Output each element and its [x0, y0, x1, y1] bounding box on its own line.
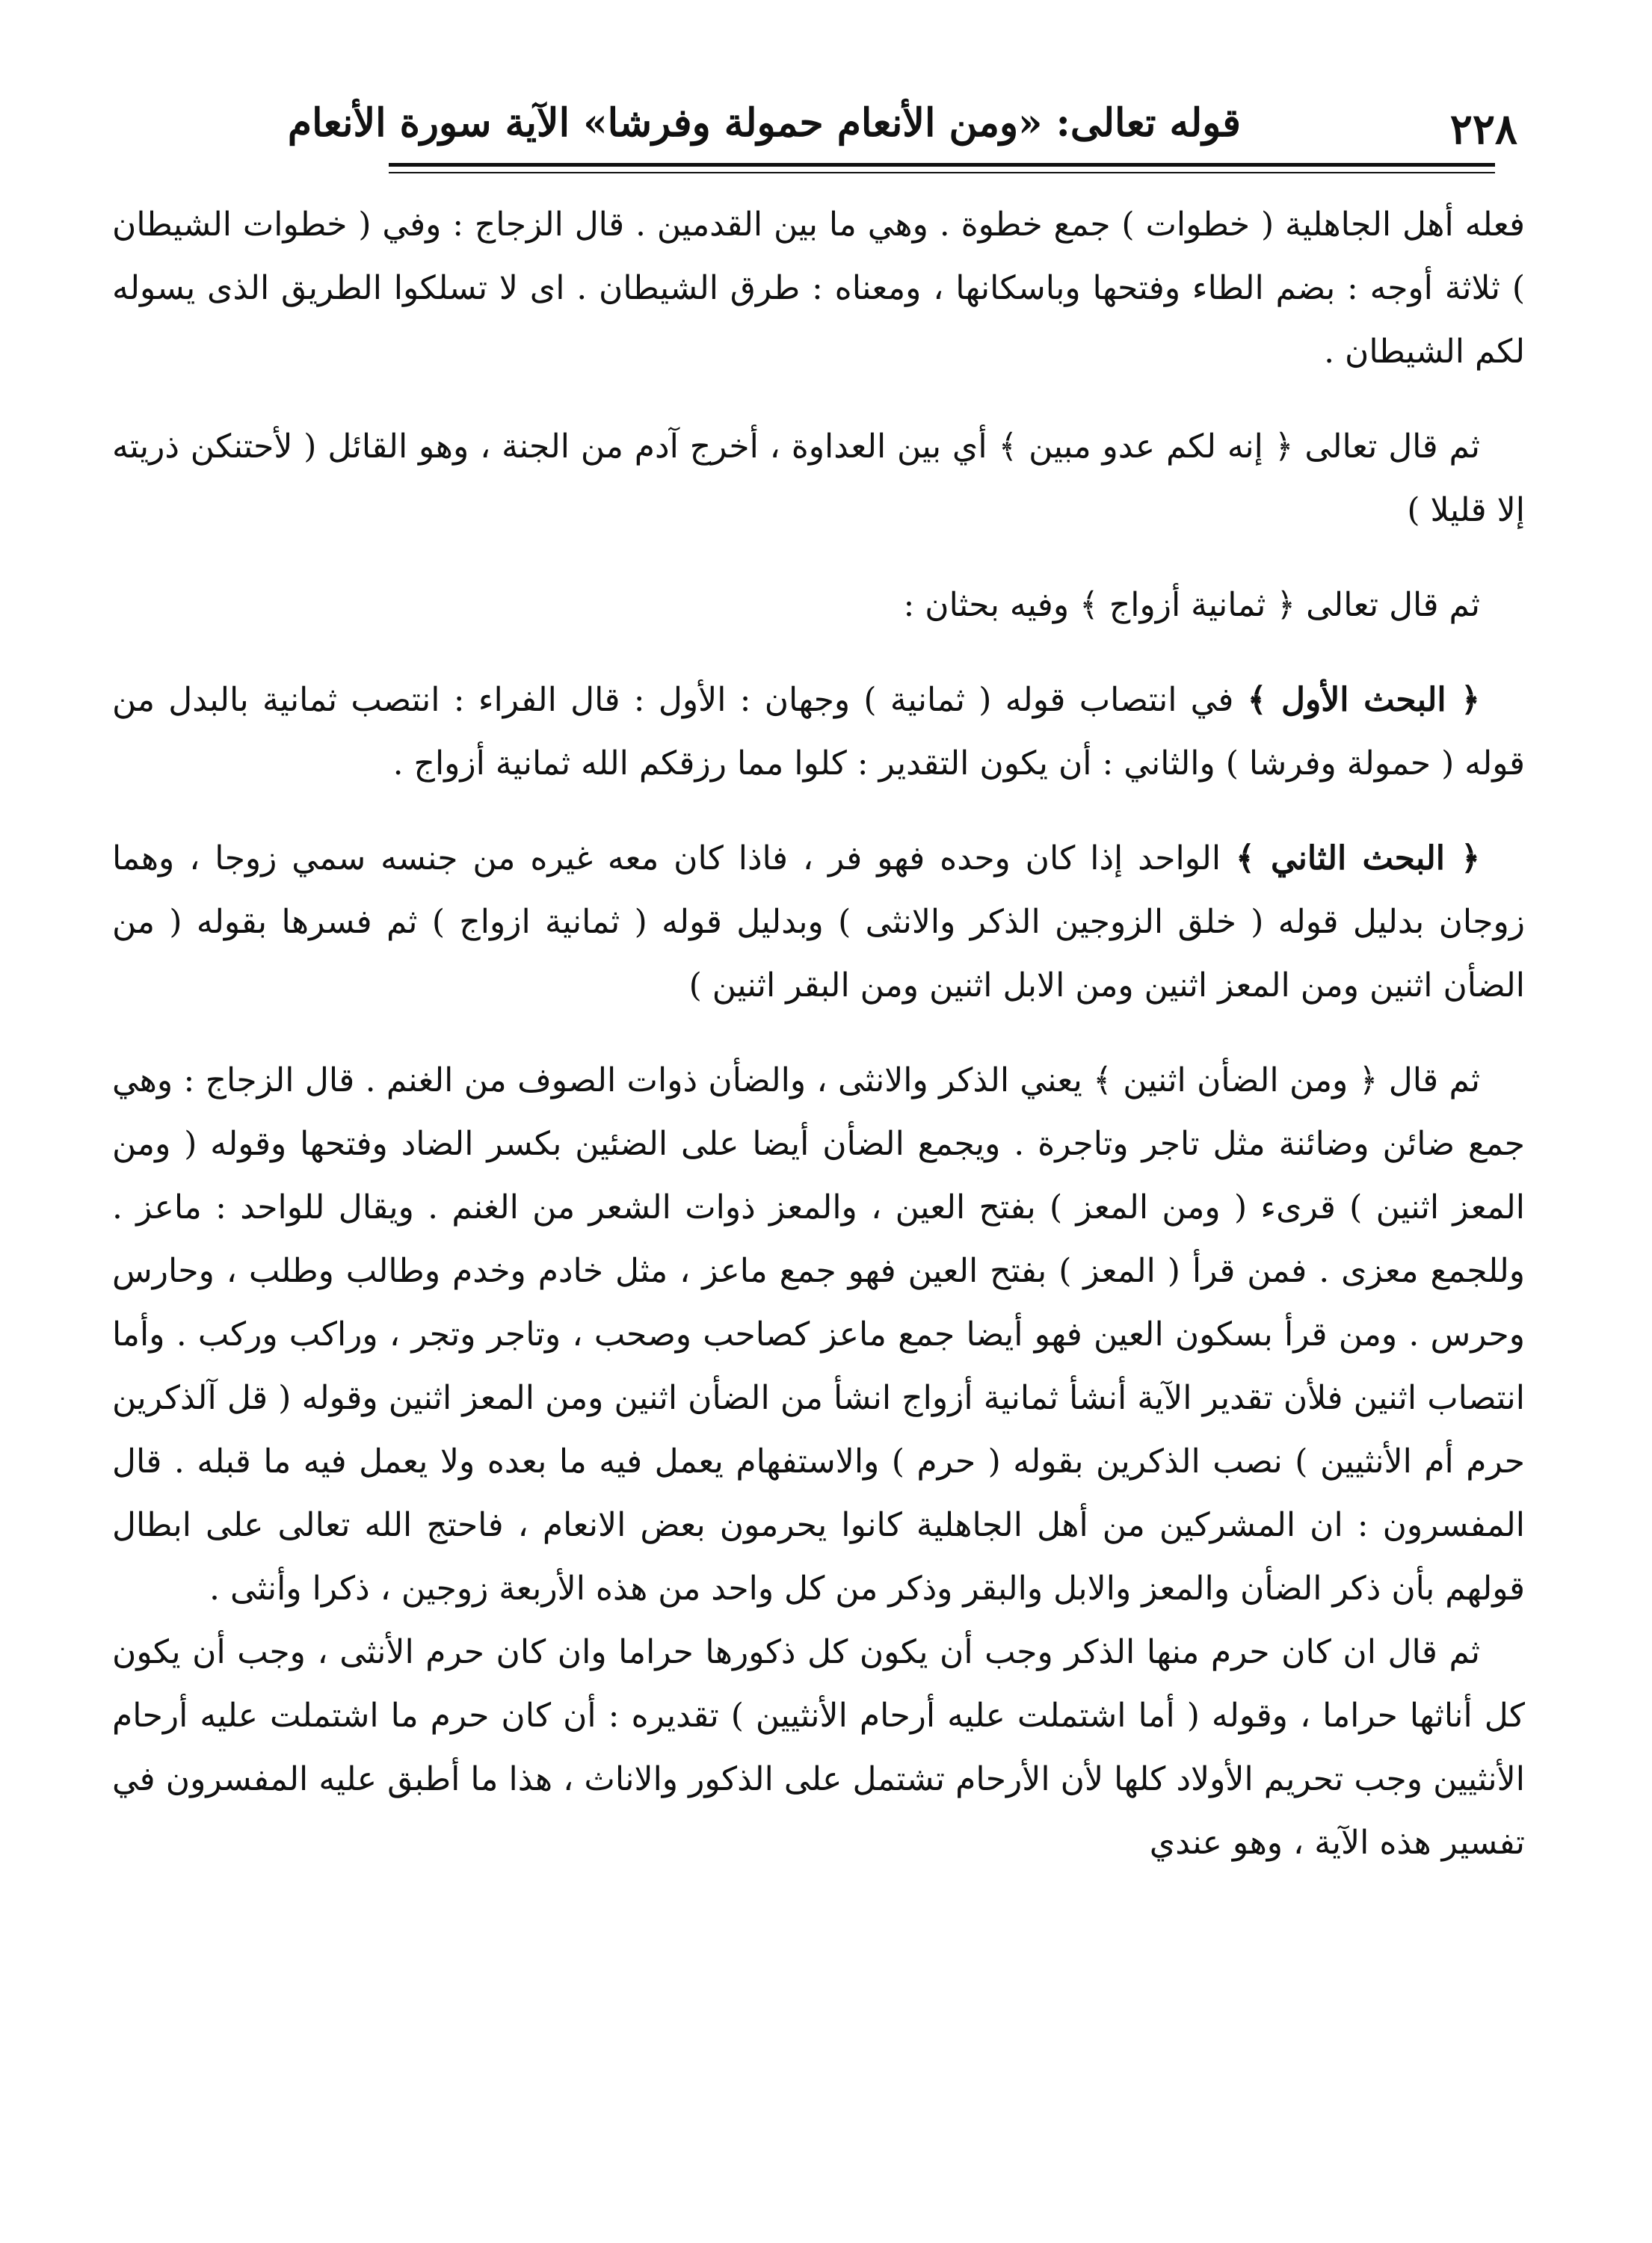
paragraph-2	[112, 415, 1525, 542]
paragraph-text: ثم قال تعالى ﴿ ثمانية أزواج ﴾ وفيه بحثان :	[903, 586, 1480, 624]
paragraph-6	[112, 1049, 1525, 1620]
header-rule-thin	[389, 172, 1495, 173]
paragraph-text: ثم قال ﴿ ومن الضأن اثنين ﴾ يعني الذكر والانثى ، والضأن ذوات الصوف من الغنم . قال الزجاج : وهي جمع ضائن وضائنة مثل تاجر وتاجرة . ويجمع الضأن أيضا على الضئين بكسر الضاد وفتحها وقوله ( ومن المعز اثنين ) قرىء ( ومن المعز ) بفتح العين ، والمعز ذوات الشعر من الغنم . ويقال للواحد : ماعز . وللجمع معزى . فمن قرأ ( المعز ) بفتح العين فهو جمع ماعز ، مثل خادم وخدم وطالب وطلب ، وحارس وحرس . ومن قرأ بسكون العين فهو أيضا جمع ماعز كصاحب وصحب ، وتاجر وتجر ، وراكب وركب . وأما انتصاب اثنين فلأن تقدير الآية أنشأ ثمانية أزواج انشأ من الضأن اثنين ومن المعز اثنين وقوله ( قل آلذكرين حرم أم الأنثيين ) نصب الذكرين بقوله ( حرم ) والاستفهام يعمل فيه ما بعده ولا يعمل فيه ما قبله . قال المفسرون : ان المشركين من أهل الجاهلية كانوا يحرمون بعض الانعام ، فاحتج الله تعالى على ابطال قولهم بأن ذكر الضأن والمعز والابل والبقر وذكر من كل واحد من هذه الأربعة زوجين ، ذكرا وأنثى .	[112, 1061, 1525, 1608]
paragraph-text: فعله أهل الجاهلية ( خطوات ) جمع خطوة . وهي ما بين القدمين . قال الزجاج : وفي ( خطوات الشيطان ) ثلاثة أوجه : بضم الطاء وفتحها وباسكانها ، ومعناه : طرق الشيطان . اى لا تسلكوا الطريق الذى يسوله لكم الشيطان .	[112, 206, 1525, 371]
section-heading-second-topic: ﴿ البحث الثاني ﴾	[1235, 839, 1480, 877]
page-body	[112, 193, 1525, 1875]
paragraph-7	[112, 1620, 1525, 1875]
page-header	[0, 88, 1652, 163]
paragraph-text: ثم قال ان كان حرم منها الذكر وجب أن يكون كل ذكورها حراما وان كان حرم الأنثى ، وجب أن يكون كل أناثها حراما ، وقوله ( أما اشتملت عليه أرحام الأنثيين ) تقديره : أن كان حرم ما اشتملت عليه أرحام الأنثيين وجب تحريم الأولاد كلها لأن الأرحام تشتمل على الذكور والاناث ، هذا ما أطبق عليه المفسرون في تفسير هذه الآية ، وهو عندي	[112, 1633, 1525, 1862]
section-heading-first-topic: ﴿ البحث الأول ﴾	[1247, 681, 1480, 719]
running-title: قوله تعالى: «ومن الأنعام حمولة وفرشا» الآية سورة الأنعام	[287, 100, 1241, 146]
paragraph-4	[112, 668, 1525, 795]
paragraph-text: ثم قال تعالى ﴿ إنه لكم عدو مبين ﴾ أي بين العداوة ، أخرج آدم من الجنة ، وهو القائل ( لأحتنكن ذريته إلا قليلا )	[112, 428, 1525, 529]
page-number: ٢٢٨	[1449, 105, 1517, 154]
paragraph-3	[112, 573, 1525, 637]
paragraph-1	[112, 193, 1525, 383]
header-rule	[389, 163, 1495, 167]
paragraph-text: الواحد إذا كان وحده فهو فر ، فاذا كان معه غيره من جنسه سمي زوجا ، وهما زوجان بدليل قوله ( خلق الزوجين الذكر والانثى ) وبدليل قوله ( ثمانية ازواج ) ثم فسرها بقوله ( من الضأن اثنين ومن المعز اثنين ومن الابل اثنين ومن البقر اثنين )	[112, 839, 1525, 1005]
paragraph-5	[112, 827, 1525, 1017]
paragraph-text: في انتصاب قوله ( ثمانية ) وجهان : الأول : قال الفراء : انتصب ثمانية بالبدل من قوله ( حمولة وفرشا ) والثاني : أن يكون التقدير : كلوا مما رزقكم الله ثمانية أزواج .	[112, 681, 1525, 783]
